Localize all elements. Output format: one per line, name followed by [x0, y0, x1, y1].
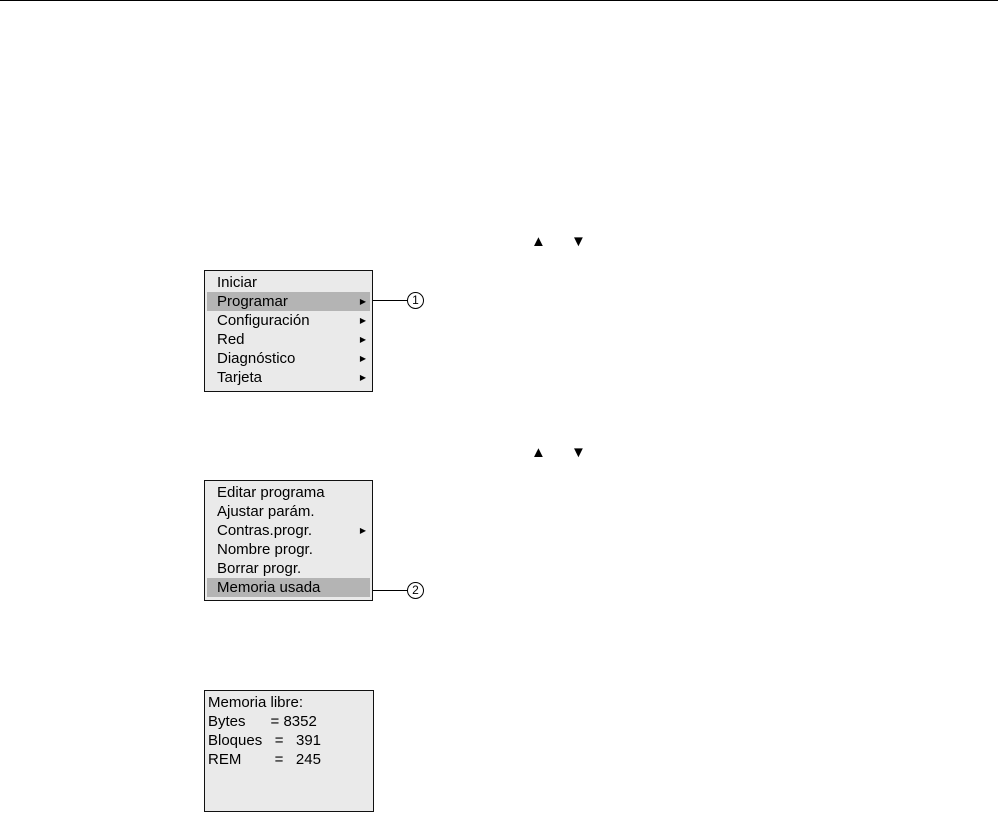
menu-item-red[interactable] — [207, 330, 370, 349]
main-menu-display — [204, 270, 373, 392]
memory-title: Memoria libre: — [208, 694, 304, 711]
memory-bloques-line: Bloques = 391 — [208, 732, 321, 749]
down-arrow-icon: ▼ — [571, 233, 586, 250]
menu-item-memoria-usada[interactable] — [207, 578, 370, 597]
submenu-arrow-icon: ▶ — [359, 373, 366, 382]
menu-item-label: Iniciar — [217, 274, 258, 291]
menu-item-label: Ajustar parám. — [217, 503, 315, 520]
menu-item-programar[interactable] — [207, 292, 370, 311]
nav-arrows-2 — [531, 444, 601, 462]
submenu-arrow-icon: ▶ — [359, 354, 366, 363]
menu-item-label: Diagnóstico — [217, 350, 296, 367]
menu-item-iniciar[interactable] — [207, 273, 370, 292]
menu-item-label: Borrar progr. — [217, 560, 302, 577]
menu-item-label: Configuración — [217, 312, 310, 329]
memory-info-display — [204, 690, 374, 812]
up-arrow-icon: ▲ — [531, 233, 546, 250]
down-arrow-icon: ▼ — [571, 444, 586, 461]
menu-item-label: Red — [217, 331, 245, 348]
up-arrow-icon: ▲ — [531, 444, 546, 461]
program-menu-display — [204, 480, 373, 601]
menu-item-ajustar-param[interactable] — [207, 502, 370, 521]
nav-arrows-1 — [531, 233, 601, 251]
menu-item-contras-progr[interactable] — [207, 521, 370, 540]
submenu-arrow-icon: ▶ — [359, 297, 366, 306]
menu-item-label: Nombre progr. — [217, 541, 313, 558]
menu-item-label: Editar programa — [217, 484, 325, 501]
submenu-arrow-icon: ▶ — [359, 316, 366, 325]
menu-item-nombre-progr[interactable] — [207, 540, 370, 559]
top-rule — [0, 0, 998, 1]
submenu-arrow-icon: ▶ — [359, 526, 366, 535]
menu-item-label: Tarjeta — [217, 369, 263, 386]
menu-item-label: Contras.progr. — [217, 522, 313, 539]
menu-item-configuracion[interactable] — [207, 311, 370, 330]
callout-1-marker: 1 — [407, 292, 424, 309]
callout-2-line — [373, 590, 407, 591]
callout-2-marker: 2 — [407, 582, 424, 599]
memory-rem-line: REM = 245 — [208, 751, 321, 768]
menu-item-borrar-progr[interactable] — [207, 559, 370, 578]
menu-item-tarjeta[interactable] — [207, 368, 370, 387]
menu-item-diagnostico[interactable] — [207, 349, 370, 368]
menu-item-label: Memoria usada — [217, 579, 321, 596]
menu-item-label: Programar — [217, 293, 288, 310]
menu-item-editar-programa[interactable] — [207, 483, 370, 502]
memory-bytes-line: Bytes = 8352 — [208, 713, 317, 730]
submenu-arrow-icon: ▶ — [359, 335, 366, 344]
callout-1-line — [373, 300, 407, 301]
